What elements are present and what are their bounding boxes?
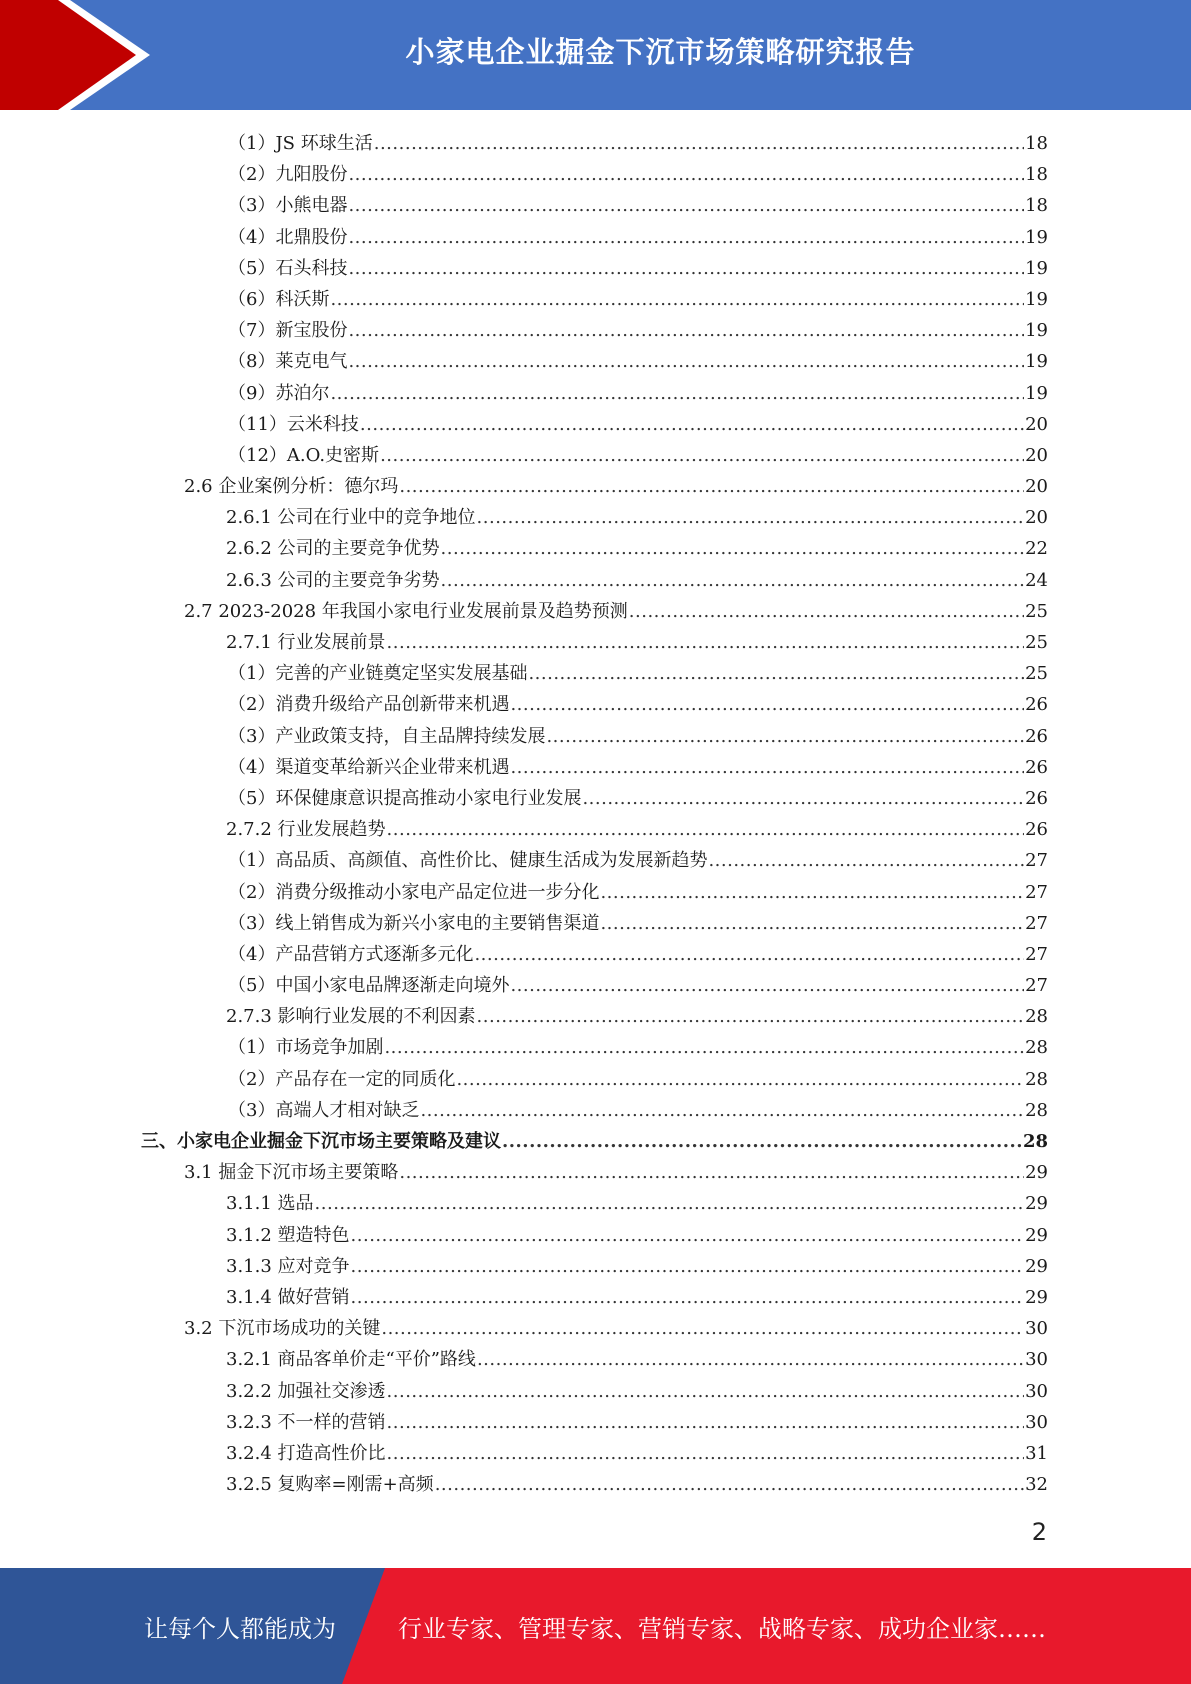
toc-entry-page: 28 xyxy=(1022,1131,1048,1152)
toc-entry[interactable] xyxy=(0,1376,1191,1407)
toc-entry[interactable] xyxy=(0,1126,1191,1157)
toc-entry-page: 20 xyxy=(1025,476,1048,498)
toc-leader-dots xyxy=(510,689,1024,720)
toc-entry[interactable] xyxy=(0,1313,1191,1344)
toc-entry-label: （1）JS 环球生活 xyxy=(228,133,373,154)
toc-entry-page: 28 xyxy=(1025,1006,1048,1028)
toc-entry-label: （9）苏泊尔 xyxy=(228,382,330,404)
toc-leader-dots xyxy=(380,440,1024,471)
toc-entry-page: 29 xyxy=(1025,1286,1048,1308)
toc-entry-label: 2.7.1 行业发展前景 xyxy=(226,632,386,653)
toc-entry[interactable] xyxy=(0,596,1191,627)
toc-leader-dots xyxy=(348,159,1024,190)
toc-entry[interactable] xyxy=(0,721,1191,752)
toc-leader-dots xyxy=(600,908,1024,939)
toc-leader-dots xyxy=(381,1313,1024,1344)
toc-entry-page: 27 xyxy=(1025,850,1048,872)
toc-leader-dots xyxy=(348,253,1024,284)
toc-entry-page: 20 xyxy=(1025,413,1048,435)
toc-leader-dots xyxy=(348,346,1024,377)
toc-leader-dots xyxy=(420,1095,1024,1126)
toc-entry-label: 3.1.2 塑造特色 xyxy=(226,1224,350,1246)
toc-entry-label: 3.2.4 打造高性价比 xyxy=(226,1442,386,1464)
toc-leader-dots xyxy=(330,378,1024,409)
toc-leader-dots xyxy=(582,783,1024,814)
toc-leader-dots xyxy=(348,315,1024,346)
toc-entry-page: 26 xyxy=(1025,787,1048,809)
toc-entry-page: 18 xyxy=(1025,195,1048,217)
toc-entry-label: （1）完善的产业链奠定坚实发展基础 xyxy=(228,663,528,685)
toc-entry-page: 19 xyxy=(1025,257,1048,279)
toc-entry-label: 3.2.3 不一样的营销 xyxy=(226,1411,386,1433)
toc-leader-dots xyxy=(348,222,1024,253)
toc-entry[interactable] xyxy=(0,970,1191,1001)
toc-entry-page: 19 xyxy=(1025,382,1048,404)
toc-entry-label: （3）小熊电器 xyxy=(228,195,348,217)
toc-entry[interactable] xyxy=(0,502,1191,533)
toc-entry-page: 29 xyxy=(1025,1224,1048,1246)
toc-entry-page: 28 xyxy=(1025,1099,1048,1121)
toc-entry-page: 18 xyxy=(1025,133,1048,154)
toc-entry-page: 26 xyxy=(1025,819,1048,841)
toc-entry-page: 22 xyxy=(1025,538,1048,560)
toc-entry-label: 2.6.1 公司在行业中的竞争地位 xyxy=(226,507,476,529)
toc-entry-label: （5）中国小家电品牌逐渐走向境外 xyxy=(228,975,510,997)
toc-entry[interactable] xyxy=(0,378,1191,409)
toc-entry-page: 19 xyxy=(1025,351,1048,373)
toc-entry-page: 19 xyxy=(1025,288,1048,310)
toc-entry-page: 19 xyxy=(1025,320,1048,342)
toc-entry-label: 3.2.5 复购率=刚需+高频 xyxy=(226,1474,434,1496)
toc-entry-label: 3.2 下沉市场成功的关键 xyxy=(184,1318,381,1340)
toc-entry[interactable] xyxy=(0,253,1191,284)
toc-entry-label: （7）新宝股份 xyxy=(228,320,348,342)
toc-entry-page: 30 xyxy=(1025,1380,1048,1402)
toc-entry-label: （1）市场竞争加剧 xyxy=(228,1037,384,1059)
toc-entry[interactable] xyxy=(0,1469,1191,1500)
toc-entry[interactable] xyxy=(0,315,1191,346)
toc-leader-dots xyxy=(351,1282,1025,1313)
toc-entry[interactable] xyxy=(0,1438,1191,1469)
toc-entry[interactable] xyxy=(0,190,1191,221)
toc-entry[interactable] xyxy=(0,783,1191,814)
toc-entry-page: 26 xyxy=(1025,725,1048,747)
toc-entry-label: 2.7.2 行业发展趋势 xyxy=(226,819,386,841)
toc-entry[interactable] xyxy=(0,346,1191,377)
toc-entry-label: 2.6.2 公司的主要竞争优势 xyxy=(226,538,440,560)
toc-entry-label: （8）莱克电气 xyxy=(228,351,348,373)
toc-entry-page: 24 xyxy=(1025,569,1048,591)
report-header xyxy=(0,0,1191,110)
toc-leader-dots xyxy=(528,658,1024,689)
toc-entry[interactable] xyxy=(0,814,1191,845)
toc-leader-dots xyxy=(502,1126,1022,1157)
toc-entry-label: （2）九阳股份 xyxy=(228,164,348,186)
toc-entry[interactable] xyxy=(0,1032,1191,1063)
toc-leader-dots xyxy=(477,1344,1024,1375)
toc-entry[interactable] xyxy=(0,1157,1191,1188)
toc-entry-page: 28 xyxy=(1025,1037,1048,1059)
toc-entry[interactable] xyxy=(0,658,1191,689)
toc-entry-label: 3.1.3 应对竞争 xyxy=(226,1255,350,1277)
toc-entry-page: 27 xyxy=(1025,912,1048,934)
toc-entry-label: （4）产品营销方式逐渐多元化 xyxy=(228,943,474,965)
toc-entry-label: （5）石头科技 xyxy=(228,257,348,279)
toc-entry-label: （3）线上销售成为新兴小家电的主要销售渠道 xyxy=(228,912,600,934)
toc-entry-label: 3.2.2 加强社交渗透 xyxy=(226,1380,386,1402)
toc-entry-page: 27 xyxy=(1025,881,1048,903)
toc-entry[interactable] xyxy=(0,939,1191,970)
toc-entry-page: 18 xyxy=(1025,164,1048,186)
report-title: 小家电企业掘金下沉市场策略研究报告 xyxy=(405,34,916,69)
toc-entry[interactable] xyxy=(0,1344,1191,1375)
toc-entry[interactable] xyxy=(0,627,1191,658)
toc-entry-label: （4）渠道变革给新兴企业带来机遇 xyxy=(228,756,510,778)
page-number: 2 xyxy=(1031,1518,1047,1546)
toc-entry-label: （5）环保健康意识提高推动小家电行业发展 xyxy=(228,787,582,809)
toc-entry[interactable] xyxy=(0,752,1191,783)
toc-leader-dots xyxy=(629,596,1024,627)
toc-leader-dots xyxy=(348,190,1024,221)
toc-leader-dots xyxy=(330,284,1024,315)
toc-leader-dots xyxy=(374,128,1024,159)
toc-entry-label: 2.6.3 公司的主要竞争劣势 xyxy=(226,569,440,591)
toc-leader-dots xyxy=(456,1064,1024,1095)
header-arrow-icon xyxy=(0,0,160,110)
toc-entry[interactable] xyxy=(0,565,1191,596)
toc-leader-dots xyxy=(399,471,1024,502)
toc-entry[interactable] xyxy=(0,284,1191,315)
toc-entry-label: 三、小家电企业掘金下沉市场主要策略及建议 xyxy=(141,1131,501,1152)
toc-entry[interactable] xyxy=(0,1220,1191,1251)
toc-entry-label: （1）高品质、高颜值、高性价比、健康生活成为发展新趋势 xyxy=(228,850,708,872)
toc-entry-page: 30 xyxy=(1025,1411,1048,1433)
toc-entry[interactable] xyxy=(0,471,1191,502)
toc-leader-dots xyxy=(477,502,1025,533)
toc-leader-dots xyxy=(435,1469,1024,1500)
toc-entry[interactable] xyxy=(0,159,1191,190)
toc-entry-label: （3）高端人才相对缺乏 xyxy=(228,1099,420,1121)
toc-entry-page: 30 xyxy=(1025,1349,1048,1371)
toc-entry-page: 26 xyxy=(1025,694,1048,716)
toc-entry-label: （2）消费升级给产品创新带来机遇 xyxy=(228,694,510,716)
footer-slogan-right: 行业专家、管理专家、营销专家、战略专家、成功企业家…… xyxy=(398,1614,1046,1643)
toc-entry-label: （2）消费分级推动小家电产品定位进一步分化 xyxy=(228,881,600,903)
toc-entry-label: （2）产品存在一定的同质化 xyxy=(228,1068,456,1090)
toc-entry[interactable] xyxy=(0,689,1191,720)
toc-entry-page: 32 xyxy=(1025,1474,1048,1496)
toc-entry-label: （11）云米科技 xyxy=(228,413,359,435)
toc-entry-page: 27 xyxy=(1025,943,1048,965)
toc-entry[interactable] xyxy=(0,908,1191,939)
toc-entry[interactable] xyxy=(0,1095,1191,1126)
toc-entry[interactable] xyxy=(0,440,1191,471)
toc-leader-dots xyxy=(510,970,1024,1001)
toc-entry-label: 2.7.3 影响行业发展的不利因素 xyxy=(226,1006,476,1028)
toc-entry-label: 3.2.1 商品客单价走“平价”路线 xyxy=(226,1349,476,1371)
toc-entry-page: 25 xyxy=(1025,663,1048,685)
toc-entry-page: 29 xyxy=(1025,1193,1048,1215)
toc-entry-label: 3.1.1 选品 xyxy=(226,1193,314,1215)
report-footer xyxy=(0,1568,1191,1684)
toc-entry-label: 2.6 企业案例分析：德尔玛 xyxy=(184,476,399,498)
toc-leader-dots xyxy=(387,627,1025,658)
toc-entry-page: 26 xyxy=(1025,756,1048,778)
toc-leader-dots xyxy=(441,565,1025,596)
toc-leader-dots xyxy=(399,1157,1024,1188)
toc-leader-dots xyxy=(708,845,1024,876)
toc-entry-label: （3）产业政策支持，自主品牌持续发展 xyxy=(228,725,546,747)
toc-entry[interactable] xyxy=(0,1064,1191,1095)
toc-entry-label: （4）北鼎股份 xyxy=(228,226,348,248)
toc-leader-dots xyxy=(384,1032,1024,1063)
toc-entry-page: 25 xyxy=(1025,600,1048,622)
toc-leader-dots xyxy=(600,877,1024,908)
toc-entry-page: 20 xyxy=(1025,444,1048,466)
toc-entry-label: 3.1.4 做好营销 xyxy=(226,1286,350,1308)
toc-entry[interactable] xyxy=(0,409,1191,440)
toc-entry[interactable] xyxy=(0,1282,1191,1313)
toc-entry[interactable] xyxy=(0,1001,1191,1032)
toc-leader-dots xyxy=(387,1407,1025,1438)
toc-entry[interactable] xyxy=(0,1188,1191,1219)
toc-entry-page: 19 xyxy=(1025,226,1048,248)
toc-entry[interactable] xyxy=(0,222,1191,253)
toc-entry[interactable] xyxy=(0,1407,1191,1438)
toc-entry-page: 20 xyxy=(1025,507,1048,529)
toc-leader-dots xyxy=(387,1376,1025,1407)
toc-leader-dots xyxy=(441,533,1025,564)
toc-entry-label: （12）A.O.史密斯 xyxy=(228,444,380,466)
toc-entry-page: 30 xyxy=(1025,1318,1048,1340)
table-of-contents xyxy=(0,128,1191,1500)
toc-leader-dots xyxy=(474,939,1024,970)
toc-entry[interactable] xyxy=(0,877,1191,908)
toc-leader-dots xyxy=(360,409,1024,440)
footer-slogan-left: 让每个人都能成为 xyxy=(144,1614,336,1643)
toc-leader-dots xyxy=(546,721,1024,752)
toc-entry-label: （6）科沃斯 xyxy=(228,288,330,310)
toc-entry[interactable] xyxy=(0,533,1191,564)
toc-entry-page: 29 xyxy=(1025,1162,1048,1184)
toc-entry-label: 3.1 掘金下沉市场主要策略 xyxy=(184,1162,399,1184)
toc-entry-page: 25 xyxy=(1025,632,1048,653)
toc-leader-dots xyxy=(387,814,1025,845)
toc-entry-label: 2.7 2023-2028 年我国小家电行业发展前景及趋势预测 xyxy=(184,600,628,622)
toc-leader-dots xyxy=(351,1220,1025,1251)
toc-entry-page: 29 xyxy=(1025,1255,1048,1277)
toc-entry-page: 27 xyxy=(1025,975,1048,997)
toc-leader-dots xyxy=(510,752,1024,783)
toc-entry-page: 31 xyxy=(1025,1442,1048,1464)
toc-leader-dots xyxy=(477,1001,1025,1032)
toc-entry[interactable] xyxy=(0,1251,1191,1282)
toc-leader-dots xyxy=(351,1251,1025,1282)
toc-entry-page: 28 xyxy=(1025,1068,1048,1090)
toc-leader-dots xyxy=(387,1438,1025,1469)
toc-entry[interactable] xyxy=(0,845,1191,876)
toc-leader-dots xyxy=(315,1188,1025,1219)
toc-entry[interactable] xyxy=(0,128,1191,159)
